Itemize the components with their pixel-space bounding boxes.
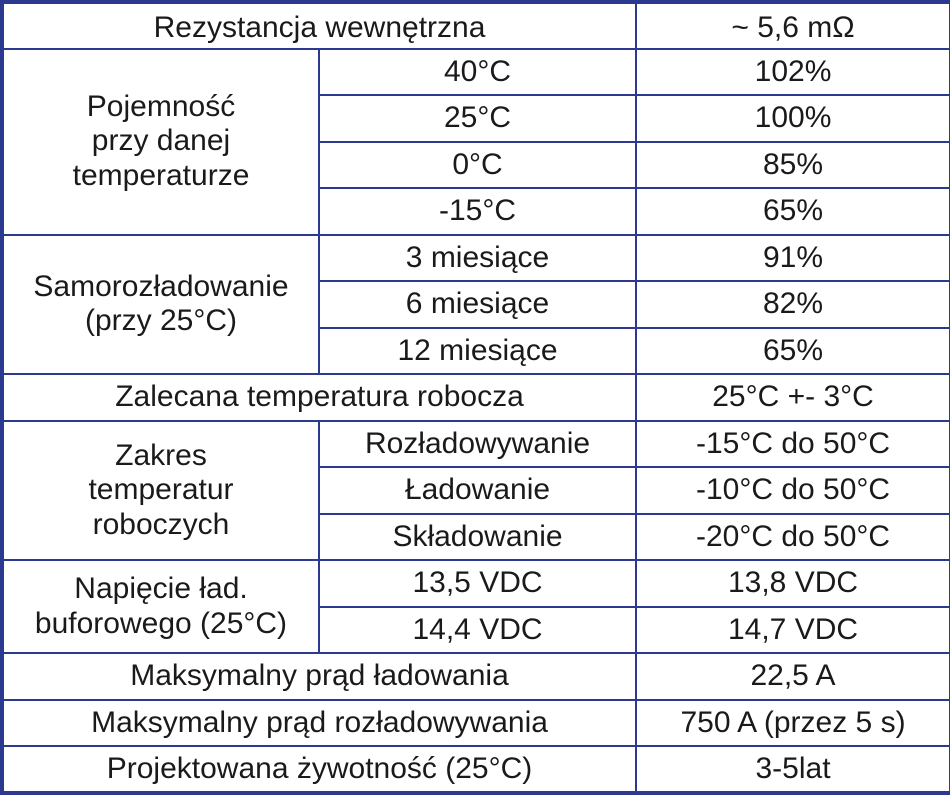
recommended-temp-value: 25°C +- 3°C — [636, 374, 950, 421]
float-voltage-condition: 13,5 VDC — [319, 560, 636, 607]
table-row — [2, 49, 950, 96]
max-discharge-current-value: 750 A (przez 5 s) — [636, 700, 950, 747]
table-row — [2, 560, 950, 607]
self-discharge-value: 82% — [636, 281, 950, 328]
table-row — [2, 700, 950, 747]
operating-range-value: -10°C do 50°C — [636, 467, 950, 514]
internal-resistance-label: Rezystancja wewnętrzna — [2, 2, 636, 49]
recommended-temp-label: Zalecana temperatura robocza — [2, 374, 636, 421]
table-row — [2, 421, 950, 468]
capacity-value: 85% — [636, 142, 950, 189]
table-row — [2, 746, 950, 793]
float-voltage-value: 14,7 VDC — [636, 607, 950, 654]
self-discharge-condition: 12 miesiące — [319, 328, 636, 375]
operating-range-condition: Ładowanie — [319, 467, 636, 514]
capacity-condition: 0°C — [319, 142, 636, 189]
self-discharge-label: Samorozładowanie (przy 25°C) — [2, 235, 319, 375]
design-life-label: Projektowana żywotność (25°C) — [2, 746, 636, 793]
table-row — [2, 235, 950, 282]
self-discharge-value: 65% — [636, 328, 950, 375]
capacity-value: 65% — [636, 188, 950, 235]
self-discharge-condition: 3 miesiące — [319, 235, 636, 282]
capacity-value: 100% — [636, 95, 950, 142]
capacity-value: 102% — [636, 49, 950, 96]
table-row — [2, 2, 950, 49]
operating-range-value: -20°C do 50°C — [636, 514, 950, 561]
max-charge-current-label: Maksymalny prąd ładowania — [2, 653, 636, 700]
max-discharge-current-label: Maksymalny prąd rozładowywania — [2, 700, 636, 747]
design-life-value: 3-5lat — [636, 746, 950, 793]
max-charge-current-value: 22,5 A — [636, 653, 950, 700]
capacity-label: Pojemność przy danej temperaturze — [2, 49, 319, 235]
float-voltage-value: 13,8 VDC — [636, 560, 950, 607]
capacity-condition: 25°C — [319, 95, 636, 142]
self-discharge-value: 91% — [636, 235, 950, 282]
self-discharge-condition: 6 miesiące — [319, 281, 636, 328]
capacity-condition: 40°C — [319, 49, 636, 96]
operating-range-condition: Składowanie — [319, 514, 636, 561]
operating-range-value: -15°C do 50°C — [636, 421, 950, 468]
table-row — [2, 653, 950, 700]
operating-range-label: Zakres temperatur roboczych — [2, 421, 319, 561]
operating-range-condition: Rozładowywanie — [319, 421, 636, 468]
table-row — [2, 374, 950, 421]
float-voltage-label: Napięcie ład. buforowego (25°C) — [2, 560, 319, 653]
capacity-condition: -15°C — [319, 188, 636, 235]
internal-resistance-value: ~ 5,6 mΩ — [636, 2, 950, 49]
float-voltage-condition: 14,4 VDC — [319, 607, 636, 654]
